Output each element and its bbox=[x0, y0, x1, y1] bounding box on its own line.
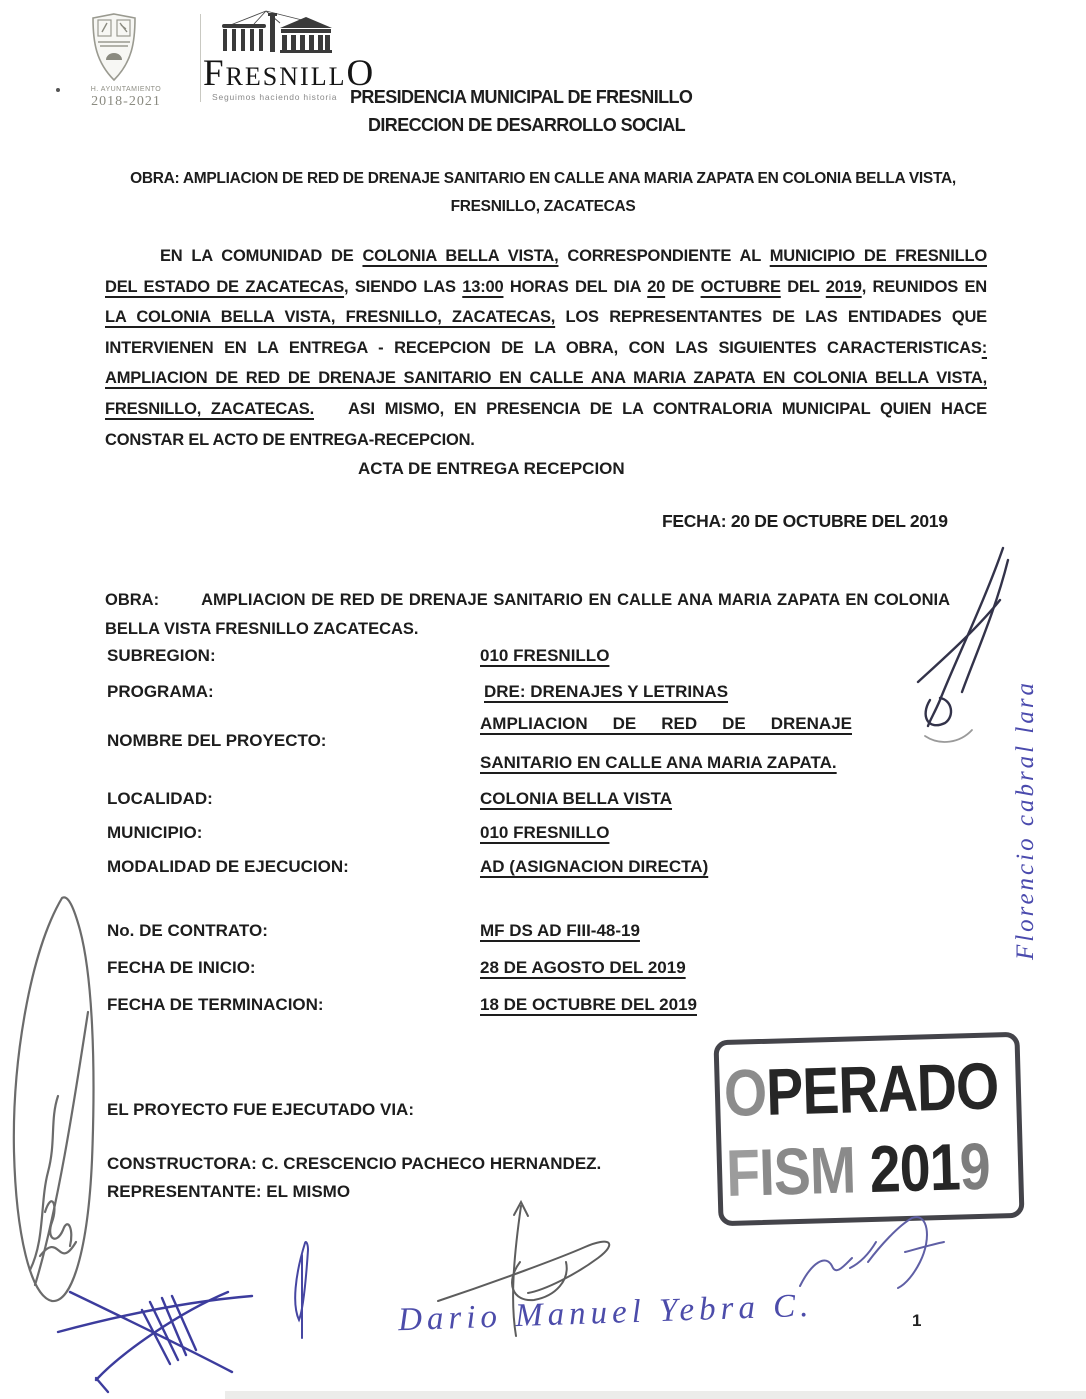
text-run: ISM bbox=[758, 1132, 857, 1210]
crest-ayuntamiento-label: H. AYUNTAMIENTO bbox=[90, 86, 162, 93]
underlined-text: : bbox=[981, 338, 987, 357]
field-label-municipio: MUNICIPIO: bbox=[107, 823, 203, 842]
execution-intro: EL PROYECTO FUE EJECUTADO VIA: bbox=[107, 1100, 414, 1119]
signature-scribble-right bbox=[918, 548, 1008, 742]
intro-paragraph bbox=[105, 241, 987, 455]
execution-representante: REPRESENTANTE: EL MISMO bbox=[107, 1182, 351, 1201]
field-value-nombre-line1: AMPLIACION DE RED DE DRENAJE bbox=[480, 714, 852, 733]
underlined-text: DEL ESTADO DE ZACATECAS bbox=[105, 277, 345, 296]
underlined-text: COLONIA BELLA VISTA, bbox=[362, 247, 559, 265]
underlined-text: AMPLIACION DE RED DE DRENAJE SANITARIO EN CALLE ANA MARIA ZAPATA EN COLONIA BELLA VISTA, bbox=[105, 369, 987, 388]
text-run: HORAS DEL DIA bbox=[503, 277, 648, 296]
handwritten-name-bottom: Dario Manuel Yebra C. bbox=[397, 1287, 814, 1339]
obra-heading-line1: OBRA: AMPLIACION DE RED DE DRENAJE SANITARIO EN CALLE ANA MARIA ZAPATA EN COLONIA BELLA VISTA, bbox=[130, 170, 956, 187]
text-run: , REUNIDOS EN bbox=[861, 277, 987, 296]
field-label-localidad: LOCALIDAD: bbox=[107, 789, 213, 808]
scan-edge-shadow bbox=[225, 1391, 1086, 1399]
acta-title: ACTA DE ENTREGA RECEPCION bbox=[358, 459, 625, 478]
text-run: F bbox=[725, 1135, 761, 1210]
field-label-fecha-terminacion: FECHA DE TERMINACION: bbox=[107, 995, 324, 1014]
municipal-crest-icon bbox=[90, 12, 138, 84]
wordmark-mid: RESNILL bbox=[225, 62, 347, 91]
field-label-fecha-inicio: FECHA DE INICIO: bbox=[107, 958, 256, 977]
text-run: CORRESPONDIENTE AL bbox=[558, 247, 770, 265]
field-label-contrato: No. DE CONTRATO: bbox=[107, 921, 268, 940]
text-run: PERADO bbox=[765, 1048, 1000, 1129]
intro-line-2 bbox=[105, 272, 987, 303]
field-value-nombre-line2: SANITARIO EN CALLE ANA MARIA ZAPATA. bbox=[480, 753, 837, 772]
underlined-text: OCTUBRE bbox=[700, 277, 781, 296]
field-label-modalidad: MODALIDAD DE EJECUCION: bbox=[107, 857, 349, 876]
intro-line-4 bbox=[105, 333, 987, 364]
logo-tagline: Seguimos haciendo historia bbox=[212, 92, 338, 102]
signature-scribble-left bbox=[14, 897, 94, 1301]
crest-term-label: 2018-2021 bbox=[91, 94, 161, 109]
intro-line-1 bbox=[105, 241, 987, 272]
obra-block-line2: BELLA VISTA FRESNILLO ZACATECAS. bbox=[105, 620, 419, 638]
text-run: O bbox=[722, 1054, 768, 1131]
execution-constructora: CONSTRUCTORA: C. CRESCENCIO PACHECO HERNANDEZ. bbox=[107, 1154, 602, 1173]
field-value-programa: DRE: DRENAJES Y LETRINAS bbox=[484, 682, 729, 701]
text-run: EN LA COMUNIDAD DE bbox=[160, 247, 363, 265]
field-value-subregion: 010 FRESNILLO bbox=[480, 646, 610, 665]
field-value-municipio: 010 FRESNILLO bbox=[480, 823, 610, 842]
signature-mark-needle bbox=[295, 1242, 308, 1338]
wordmark-o: O bbox=[346, 53, 376, 94]
page-number: 1 bbox=[912, 1311, 922, 1330]
intro-line-6 bbox=[105, 394, 987, 425]
field-label-nombre-proyecto: NOMBRE DEL PROYECTO: bbox=[107, 731, 327, 750]
text-run: 9 bbox=[958, 1128, 991, 1204]
obra-heading-line2: FRESNILLO, ZACATECAS bbox=[450, 198, 636, 215]
text-run: LOS REPRESENTANTES DE LAS ENTIDADES QUE bbox=[555, 308, 987, 327]
text-run: INTERVIENEN EN LA ENTREGA - RECEPCION DE LA OBRA, CON LAS SIGUIENTES CARACTERISTICAS bbox=[105, 338, 982, 357]
underlined-text: 20 bbox=[647, 277, 666, 296]
field-label-programa: PROGRAMA: bbox=[107, 682, 214, 701]
field-value-contrato: MF DS AD FIII-48-19 bbox=[480, 921, 640, 940]
ink-dot bbox=[56, 88, 60, 92]
handwritten-name-side: Florencio cabral lara bbox=[1012, 679, 1039, 961]
text-run: DEL bbox=[780, 277, 826, 296]
fresnillo-buildings-icon bbox=[214, 8, 340, 54]
field-value-localidad: COLONIA BELLA VISTA bbox=[480, 789, 673, 808]
underlined-text: MUNICIPIO DE FRESNILLO bbox=[769, 247, 987, 265]
header-divider bbox=[200, 14, 201, 102]
fecha-line: FECHA: 20 DE OCTUBRE DEL 2019 bbox=[662, 511, 948, 531]
text-run: AMPLIACION DE RED DE DRENAJE SANITARIO EN CALLE ANA MARIA ZAPATA EN COLONIA bbox=[201, 591, 950, 609]
operado-fism-stamp bbox=[713, 1032, 1024, 1226]
underlined-text: LA COLONIA BELLA VISTA, FRESNILLO, ZACATECAS, bbox=[105, 308, 556, 327]
stamp-line2 bbox=[725, 1126, 991, 1213]
underlined-text: 2019 bbox=[825, 277, 862, 296]
text-run: CONSTAR EL ACTO DE ENTREGA-RECEPCION. bbox=[105, 430, 475, 449]
field-label-subregion: SUBREGION: bbox=[107, 646, 216, 665]
field-value-modalidad: AD (ASIGNACION DIRECTA) bbox=[480, 857, 709, 876]
text-run: DE bbox=[665, 277, 701, 296]
intro-line-7 bbox=[105, 425, 987, 456]
obra-label: OBRA: bbox=[105, 591, 160, 609]
doc-title-line1: PRESIDENCIA MUNICIPAL DE FRESNILLO bbox=[350, 87, 693, 107]
text-run: , SIENDO LAS bbox=[344, 277, 463, 296]
stamp-line1 bbox=[723, 1045, 1000, 1133]
underlined-text: 13:00 bbox=[462, 277, 504, 296]
signature-scribble-bottom-left bbox=[58, 1292, 252, 1392]
field-value-fecha-terminacion: 18 DE OCTUBRE DEL 2019 bbox=[480, 995, 697, 1014]
signature-scrawl-right-bottom bbox=[800, 1217, 944, 1288]
text-run: 201 bbox=[854, 1129, 961, 1207]
intro-line-3 bbox=[105, 302, 987, 333]
wordmark-f: F bbox=[203, 53, 226, 94]
text-run: ASI MISMO, EN PRESENCIA DE LA CONTRALORIA MUNICIPAL QUIEN HACE bbox=[348, 399, 987, 418]
intro-line-5 bbox=[105, 363, 987, 394]
obra-block-line1 bbox=[105, 591, 950, 610]
underlined-text: FRESNILLO, ZACATECAS. bbox=[105, 399, 314, 418]
field-value-fecha-inicio: 28 DE AGOSTO DEL 2019 bbox=[480, 958, 686, 977]
doc-title-line2: DIRECCION DE DESARROLLO SOCIAL bbox=[368, 115, 686, 135]
